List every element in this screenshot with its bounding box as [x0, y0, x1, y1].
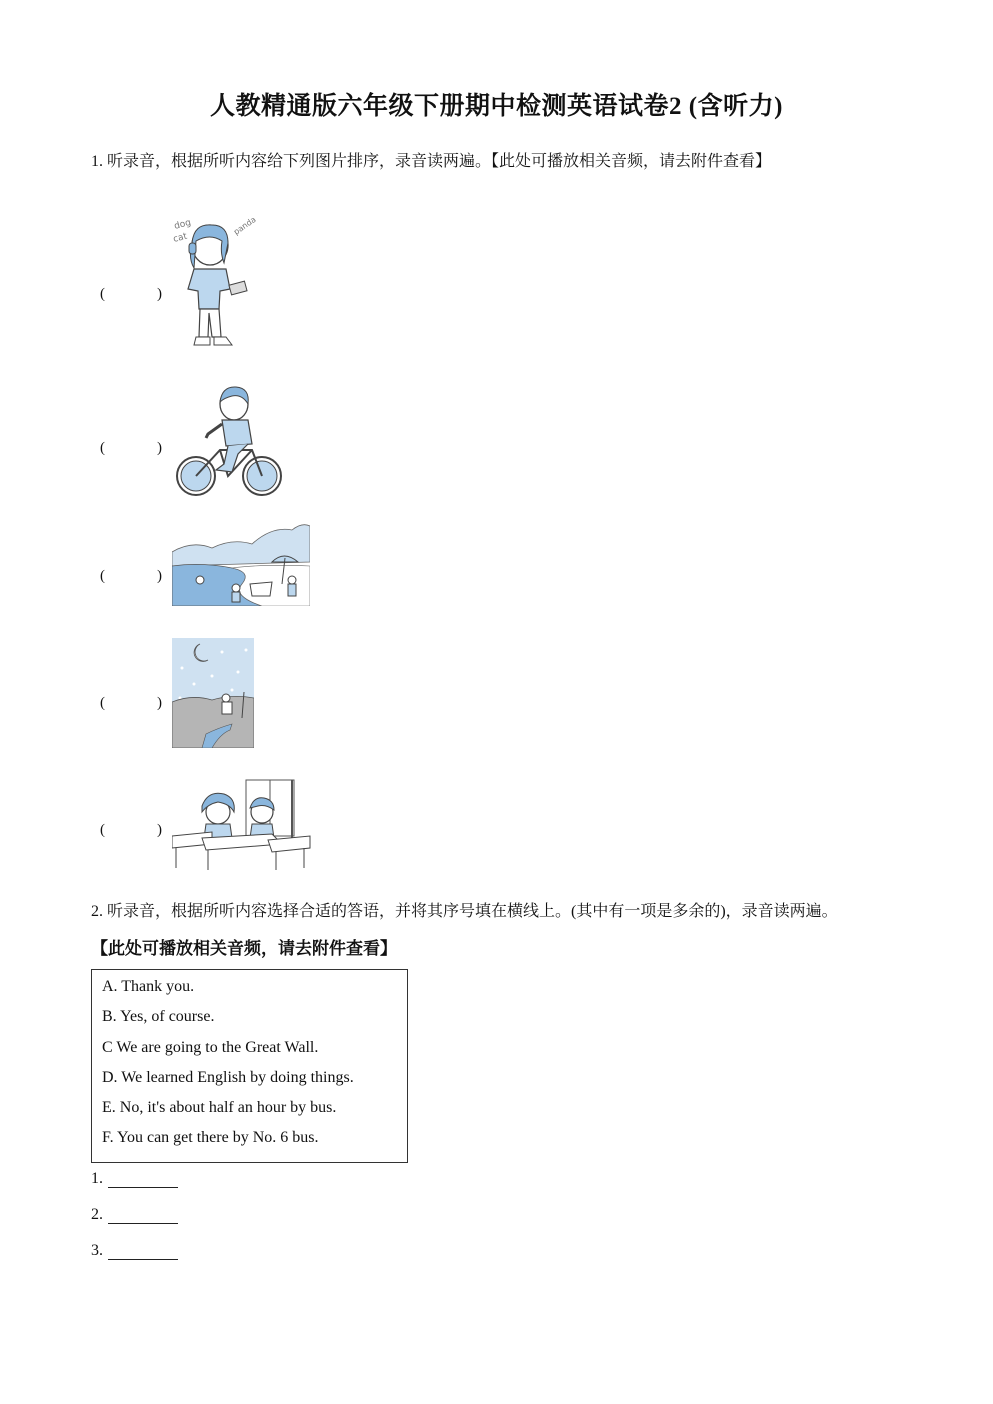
option-b: B. Yes, of course.	[102, 1008, 215, 1025]
option-c: C We are going to the Great Wall.	[102, 1039, 319, 1056]
question-1-instruction: 1. 听录音，根据所听内容给下列图片排序，录音读两遍。【此处可播放相关音频，请去附件查看】	[91, 153, 772, 170]
answer-line-2[interactable]: 2.	[91, 1206, 178, 1224]
answer-line-1[interactable]: 1.	[91, 1170, 178, 1188]
audio-note: 【此处可播放相关音频，请去附件查看】	[91, 939, 397, 959]
night-mountain-picture	[172, 638, 254, 748]
answer-blank-5[interactable]: ( )	[100, 822, 162, 838]
answer-blank-4[interactable]: ( )	[100, 695, 162, 711]
options-box	[91, 969, 408, 1163]
picture-label-panda: panda	[231, 214, 258, 237]
option-e: E. No, it's about half an hour by bus.	[102, 1099, 337, 1116]
boy-bike-picture	[172, 384, 284, 498]
option-d: D. We learned English by doing things.	[102, 1069, 354, 1086]
picture-label-cat: cat	[172, 231, 189, 245]
option-a: A. Thank you.	[102, 978, 195, 995]
option-f: F. You can get there by No. 6 bus.	[102, 1129, 319, 1146]
page-title: 人教精通版六年级下册期中检测英语试卷2 (含听力)	[210, 93, 783, 120]
question-2-instruction: 2. 听录音，根据所听内容选择合适的答语，并将其序号填在横线上。(其中有一项是多余的)，录音读两遍。	[91, 903, 838, 920]
girl-listening-picture	[172, 213, 272, 353]
blank-line[interactable]	[108, 1171, 178, 1188]
blank-line[interactable]	[108, 1243, 178, 1260]
beach-picture	[172, 522, 310, 606]
classroom-picture	[172, 778, 312, 872]
picture-label-dog: dog	[173, 217, 193, 232]
answer-blank-3[interactable]: ( )	[100, 568, 162, 584]
blank-line[interactable]	[108, 1207, 178, 1224]
answer-line-3[interactable]: 3.	[91, 1242, 178, 1260]
answer-blank-1[interactable]: ( )	[100, 286, 162, 302]
answer-blank-2[interactable]: ( )	[100, 440, 162, 456]
